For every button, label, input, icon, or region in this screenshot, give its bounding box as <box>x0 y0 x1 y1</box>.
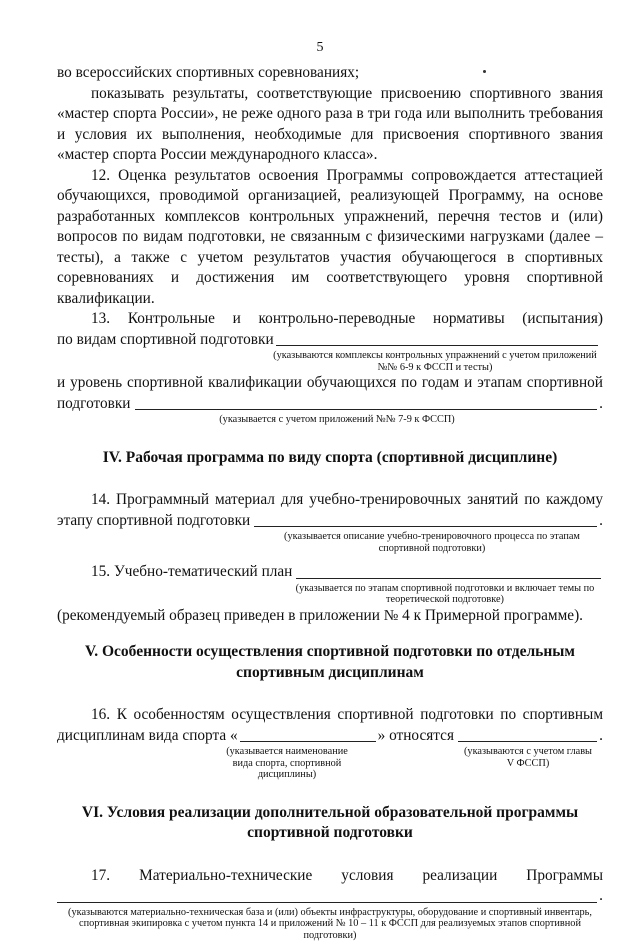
paragraph-16-label-b: » относятся <box>378 726 454 747</box>
paragraph-16-line1: 16. К особенностям осуществления спортивной подготовки по спортивным <box>57 705 603 726</box>
paragraph-intro: во всероссийских спортивных соревнованиях; <box>57 63 603 84</box>
paragraph-15-cont: (рекомендуемый образец приведен в приложении № 4 к Примерной программе). <box>57 606 603 627</box>
hint-17: (указываются материально-техническая база и (или) объекты инфраструктуры, оборудование и спортивный инвентарь, спортивная экипировка с учетом пункта 14 и приложений № 10 – 11 к ФССП для реализуемых этапов спортивной подготовки) <box>67 907 593 941</box>
paragraph-16-end: . <box>599 726 603 747</box>
blank-line-16b <box>458 740 597 742</box>
blank-line-15 <box>296 577 601 579</box>
paragraph-15-line1 <box>57 562 603 583</box>
blank-line-14 <box>254 525 597 527</box>
paragraph-16-line2 <box>57 726 603 747</box>
hint-16b: (указываются с учетом главы V ФССП) <box>463 746 593 781</box>
paragraph-14-label: этапу спортивной подготовки <box>57 511 250 532</box>
paragraph-16-label-a: дисциплинам вида спорта « <box>57 726 238 747</box>
hints-16 <box>57 746 603 781</box>
blank-line-13a <box>276 344 598 346</box>
hint-13b: (указывается с учетом приложений №№ 7-9 к ФССП) <box>137 414 537 426</box>
blank-line-17 <box>57 901 597 903</box>
hint-14: (указывается описание учебно-тренировочного процесса по этапам спортивной подготовки) <box>267 531 597 554</box>
hint-15: (указывается по этапам спортивной подготовки и включает темы по теоретической подготовке) <box>287 583 603 606</box>
page-number: 5 <box>0 40 640 56</box>
paragraph-13-end: . <box>599 394 603 415</box>
paragraph-13-label: по видам спортивной подготовки <box>57 330 274 351</box>
hint-13a: (указываются комплексы контрольных упражнений с учетом приложений №№ 6-9 к ФССП и тесты) <box>267 350 603 373</box>
hint-16a: (указывается наименование вида спорта, спортивной дисциплины) <box>217 746 357 781</box>
paragraph-13-cont2 <box>57 394 603 415</box>
paragraph-14-line2 <box>57 511 603 532</box>
paragraph-13-line2 <box>57 330 603 351</box>
section-heading-4: IV. Рабочая программа по виду спорта (спортивной дисциплине) <box>57 448 603 469</box>
paragraph-13-line1: 13. Контрольные и контрольно-переводные нормативы (испытания) <box>57 309 603 330</box>
paragraph-13-cont1: и уровень спортивной квалификации обучающихся по годам и этапам спортивной <box>57 373 603 394</box>
section-heading-5: V. Особенности осуществления спортивной подготовки по отдельным спортивным дисциплинам <box>57 642 603 683</box>
blank-line-16a <box>240 740 376 742</box>
paragraph-12: 12. Оценка результатов освоения Программы сопровождается аттестацией обучающихся, проводимой организацией, реализующей Программу, на основе разработанных комплексов контрольных упражнений, перечня тестов и (или) вопросов по видам подготовки, не связанным с физическими нагрузками (далее – тесты), а также с учетом результатов участия обучающегося в спортивных соревнованиях и достижения им соответствующего уровня спортивной квалификации. <box>57 166 603 310</box>
section-heading-6: VI. Условия реализации дополнительной образовательной программы спортивной подготовки <box>57 803 603 844</box>
paragraph-13-cont2-label: подготовки <box>57 394 131 415</box>
paragraph-15-label: 15. Учебно-тематический план <box>91 562 292 583</box>
paragraph-17-end: . <box>599 886 603 907</box>
paragraph-results: показывать результаты, соответствующие присвоению спортивного звания «мастер спорта России», не реже одного раза в три года или выполнить требования и условия их выполнения, необходимые для присвоения спортивного звания «мастер спорта России международного класса». <box>57 84 603 166</box>
paragraph-14-line1: 14. Программный материал для учебно-тренировочных занятий по каждому <box>57 490 603 511</box>
paragraph-17-line2 <box>57 886 603 907</box>
blank-line-13b <box>135 408 598 410</box>
paragraph-14-end: . <box>599 511 603 532</box>
paragraph-17-line1: 17. Материально-технические условия реализации Программы <box>57 866 603 887</box>
document-body <box>57 63 603 941</box>
